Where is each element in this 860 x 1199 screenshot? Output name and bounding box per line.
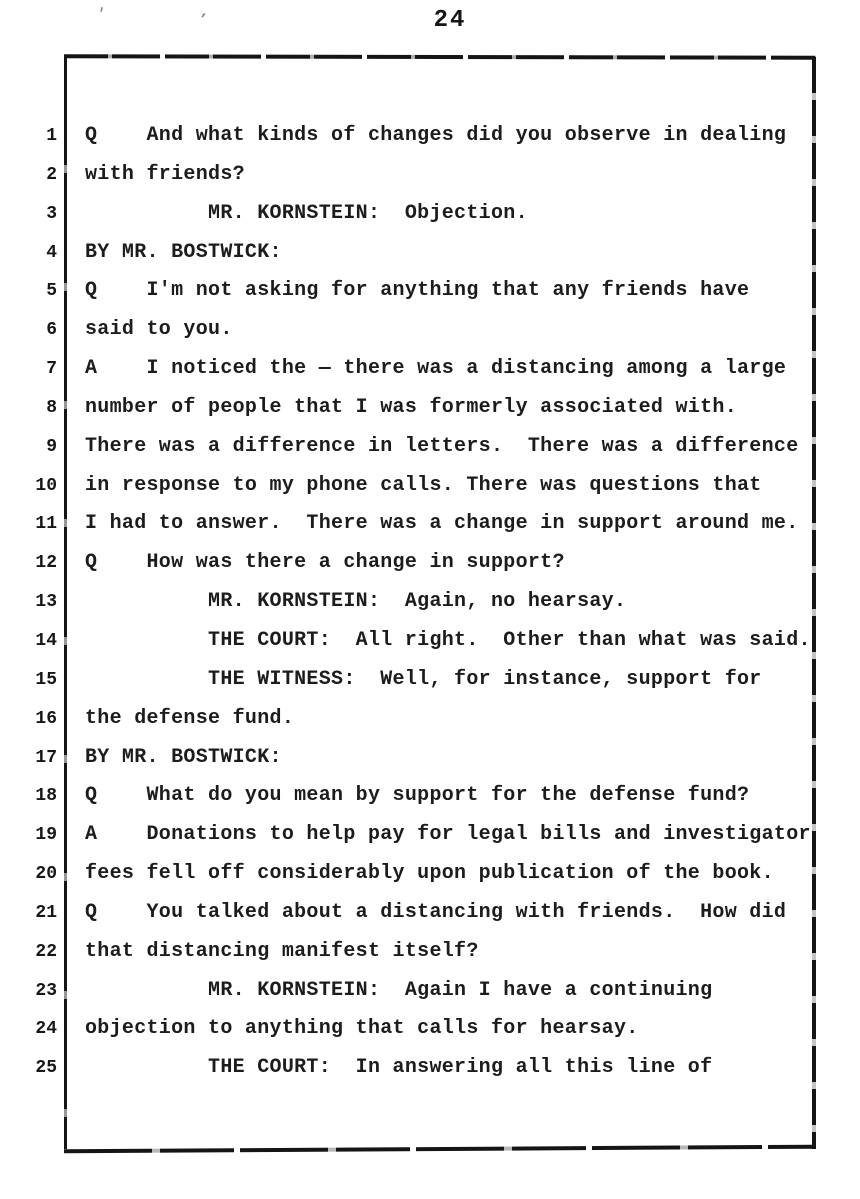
line-number: 22 (35, 941, 57, 962)
transcript-line (0, 972, 860, 1011)
transcript-line (0, 777, 860, 816)
line-number: 7 (46, 359, 57, 380)
line-text: that distancing manifest itself? (85, 939, 479, 963)
transcript-line (0, 272, 860, 311)
line-number: 18 (35, 786, 57, 807)
line-number: 12 (35, 553, 57, 574)
line-text: MR. KORNSTEIN: Objection. (85, 201, 528, 225)
line-text: A Donations to help pay for legal bills and investigator (85, 823, 811, 847)
line-number: 8 (46, 397, 57, 418)
line-number: 15 (35, 669, 57, 690)
line-text: MR. KORNSTEIN: Again I have a continuing (85, 978, 713, 1002)
line-text: Q You talked about a distancing with friends. How did (85, 900, 787, 924)
line-text: fees fell off considerably upon publication of the book. (85, 862, 774, 886)
line-text: with friends? (85, 162, 245, 186)
transcript-line (0, 933, 860, 972)
transcript-line (0, 894, 860, 933)
transcript-line (0, 1010, 860, 1049)
transcript-line (0, 855, 860, 894)
transcript-line (0, 234, 860, 273)
line-text: There was a difference in letters. There was a difference (85, 434, 799, 458)
transcript-line (0, 661, 860, 700)
transcript-line (0, 1049, 860, 1088)
line-text: in response to my phone calls. There was questions that (85, 473, 762, 497)
line-number: 10 (35, 475, 57, 496)
line-text: BY MR. BOSTWICK: (85, 745, 282, 769)
transcript-line (0, 816, 860, 855)
line-text: said to you. (85, 318, 233, 342)
transcript-line (0, 544, 860, 583)
line-text: I had to answer. There was a change in support around me. (85, 512, 799, 536)
transcript-line (0, 700, 860, 739)
line-number: 17 (35, 747, 57, 768)
line-number: 21 (35, 902, 57, 923)
line-number: 20 (35, 864, 57, 885)
box-border-top (64, 54, 816, 60)
line-text: number of people that I was formerly associated with. (85, 395, 738, 419)
box-border-bottom (64, 1145, 814, 1154)
transcript-line (0, 583, 860, 622)
page-number: 24 (433, 7, 467, 34)
line-number: 4 (46, 242, 57, 263)
line-text: THE COURT: In answering all this line of (85, 1056, 713, 1080)
transcript-line (0, 350, 860, 389)
line-number: 1 (46, 126, 57, 146)
line-number: 9 (46, 436, 57, 457)
line-number: 24 (35, 1019, 57, 1040)
transcript-line (0, 505, 860, 544)
line-number: 11 (35, 514, 57, 535)
transcript-line (0, 428, 860, 467)
line-number: 13 (35, 592, 57, 613)
line-number: 25 (35, 1058, 57, 1079)
line-text: objection to anything that calls for hearsay. (85, 1017, 639, 1041)
line-number: 23 (35, 980, 57, 1001)
line-text: MR. KORNSTEIN: Again, no hearsay. (85, 590, 627, 614)
line-number: 19 (35, 825, 57, 846)
transcript-line (0, 622, 860, 661)
line-text: BY MR. BOSTWICK: (85, 240, 282, 264)
line-number: 2 (46, 164, 57, 185)
transcript-lines (0, 117, 860, 1088)
line-number: 3 (46, 203, 57, 224)
transcript-line (0, 467, 860, 506)
transcript-line (0, 739, 860, 778)
line-text: Q And what kinds of changes did you observe in dealing (85, 124, 787, 147)
line-text: Q I'm not asking for anything that any friends have (85, 279, 750, 303)
transcript-line (0, 389, 860, 428)
line-text: THE COURT: All right. Other than what was said. (85, 628, 811, 652)
line-text: Q How was there a change in support? (85, 551, 565, 575)
line-number: 5 (46, 281, 57, 302)
transcript-line (0, 195, 860, 234)
scan-artifact: ' (94, 5, 107, 24)
line-text: the defense fund. (85, 706, 295, 730)
line-text: THE WITNESS: Well, for instance, support for (85, 667, 762, 691)
transcript-line (0, 156, 860, 195)
line-number: 16 (35, 708, 57, 729)
transcript-line (0, 117, 860, 156)
line-text: Q What do you mean by support for the defense fund? (85, 784, 750, 808)
line-number: 14 (35, 630, 57, 651)
scan-artifact: ' (191, 9, 210, 30)
line-text: A I noticed the — there was a distancing among a large (85, 357, 787, 381)
transcript-line (0, 311, 860, 350)
line-number: 6 (46, 320, 57, 341)
